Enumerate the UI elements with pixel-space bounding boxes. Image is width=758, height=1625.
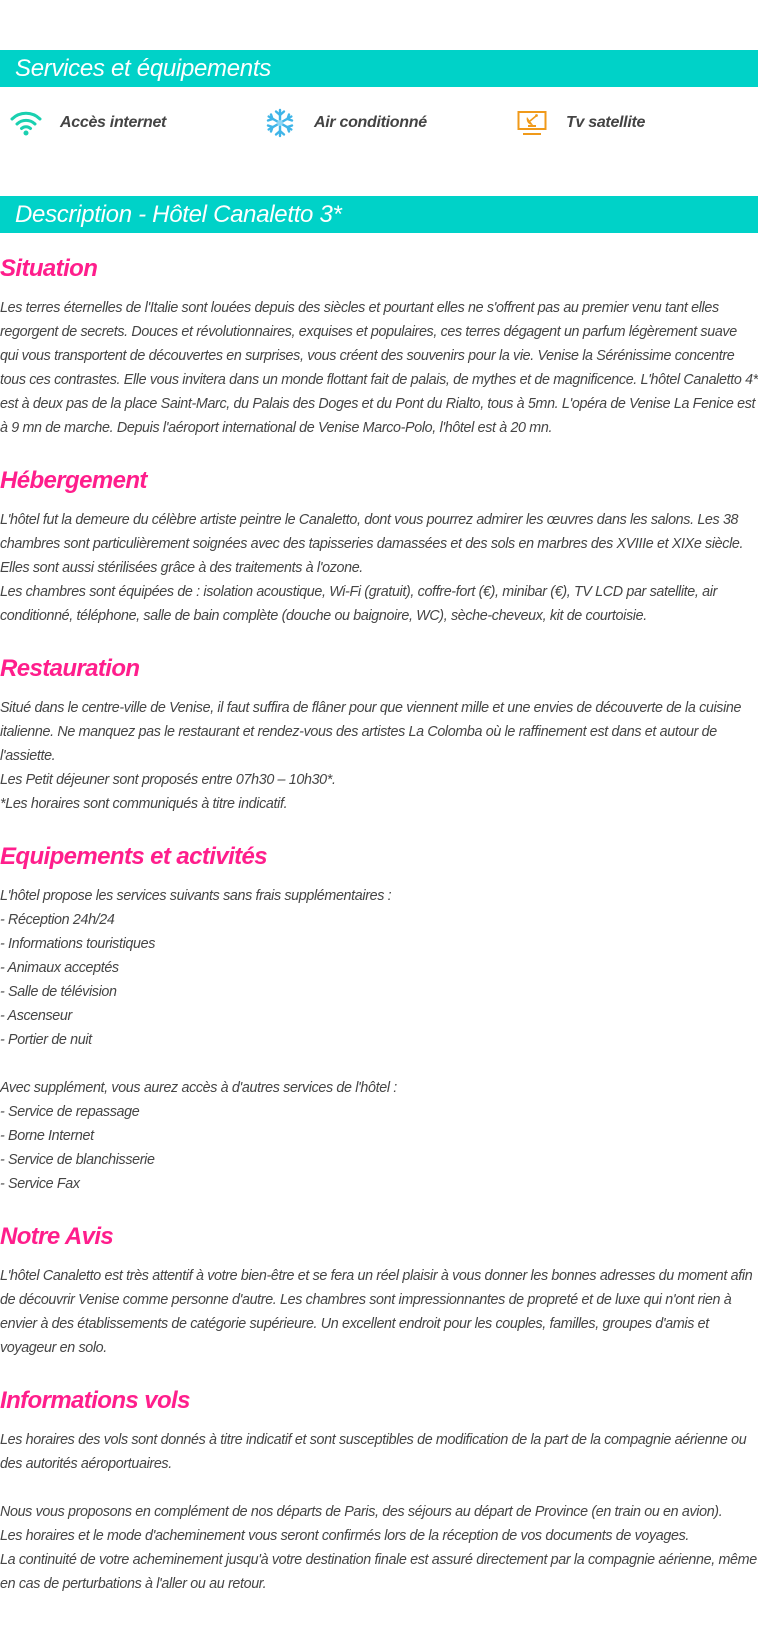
list-item: - Ascenseur	[0, 1008, 72, 1024]
section-situation	[0, 250, 758, 440]
paragraph: Nous vous proposons en complément de nos départs de Paris, des séjours au départ de Province (en train ou en avion).	[0, 1504, 723, 1520]
paragraph: Les horaires et le mode d'acheminement vous seront confirmés lors de la réception de vos documents de voyages.	[0, 1528, 689, 1544]
section-informations-vols	[0, 1382, 758, 1596]
services-title: Services et équipements	[15, 55, 271, 82]
paragraph: Les Petit déjeuner sont proposés entre 07h30 – 10h30*.	[0, 772, 336, 788]
section-title: Notre Avis	[0, 1223, 114, 1250]
list-item: - Portier de nuit	[0, 1032, 92, 1048]
list-item: - Service de blanchisserie	[0, 1152, 155, 1168]
paragraph: L'hôtel Canaletto est très attentif à votre bien-être et se fera un réel plaisir à vous donner les bonnes adresses du moment afin de découvrir Venise comme personne d'autre. Les chambres sont impressionnantes de propreté et de luxe qui n'ont rien à envier à des établissements de catégorie supérieure. Un excellent endroit pour les couples, familles, groupes d'amis et voyageur en solo.	[0, 1268, 753, 1356]
snowflake-icon	[262, 108, 298, 138]
section-body	[0, 696, 758, 816]
list-item: - Service de repassage	[0, 1104, 140, 1120]
blank-line	[0, 1052, 758, 1076]
paragraph: La continuité de votre acheminement jusqu'à votre destination finale est assuré directement par la compagnie aérienne, même en cas de perturbations à l'aller ou au retour.	[0, 1552, 757, 1592]
section-hebergement	[0, 462, 758, 628]
service-label: Tv satellite	[566, 114, 646, 131]
list-item: - Borne Internet	[0, 1128, 94, 1144]
section-title: Situation	[0, 255, 98, 282]
section-body	[0, 1428, 758, 1596]
services-list	[0, 106, 758, 140]
paragraph: L'hôtel fut la demeure du célèbre artiste peintre le Canaletto, dont vous pourrez admirer les œuvres dans les salons. Les 38 chambres sont particulièrement soignées avec des tapisseries damassées et des sols en marbres des XVIIIe et XIXe siècle. Elles sont aussi stérilisées grâce à des traitements à l'ozone.	[0, 512, 744, 576]
description-title: Description - Hôtel Canaletto 3*	[15, 201, 342, 228]
section-body	[0, 508, 758, 628]
list-item: - Réception 24h/24	[0, 912, 115, 928]
service-item-air-conditioning	[262, 106, 427, 140]
section-body	[0, 1264, 758, 1360]
paragraph: *Les horaires sont communiqués à titre indicatif.	[0, 796, 288, 812]
service-item-internet	[8, 106, 166, 140]
description-banner	[0, 196, 758, 233]
paragraph: Les horaires des vols sont donnés à titre indicatif et sont susceptibles de modification de la part de la compagnie aérienne ou des autorités aéroportuaires.	[0, 1432, 747, 1472]
section-equipements	[0, 838, 758, 1196]
section-title: Equipements et activités	[0, 843, 268, 870]
section-body	[0, 884, 758, 1196]
list-item: - Service Fax	[0, 1176, 80, 1192]
section-restauration	[0, 650, 758, 816]
blank-line	[0, 1476, 758, 1500]
list-item: - Salle de télévision	[0, 984, 117, 1000]
services-banner	[0, 50, 758, 87]
paragraph: L'hôtel propose les services suivants sans frais supplémentaires :	[0, 888, 392, 904]
section-body	[0, 296, 758, 440]
section-title: Hébergement	[0, 467, 147, 494]
service-item-satellite-tv	[514, 106, 645, 140]
paragraph: Les terres éternelles de l'Italie sont louées depuis des siècles et pourtant elles ne s'offrent pas au premier venu tant elles regorgent de secrets. Douces et révolutionnaires, exquises et populaires, ces terres dégagent un parfum légèrement suave qui vous transportent de découvertes en surprises, vous créent des souvenirs pour la vie. Venise la Sérénissime concentre tous ces contrastes. Elle vous invitera dans un monde flottant fait de palais, de mythes et de magnificence. L'hôtel Canaletto 4* est à deux pas de la place Saint-Marc, du Palais des Doges et du Pont du Rialto, tous à 5mn. L'opéra de Venise La Fenice est à 9 mn de marche. Depuis l'aéroport international de Venise Marco-Polo, l'hôtel est à 20 mn.	[0, 300, 758, 436]
wifi-icon	[8, 108, 44, 138]
section-title: Restauration	[0, 655, 140, 682]
service-label: Air conditionné	[314, 114, 427, 131]
section-notre-avis	[0, 1218, 758, 1360]
description-content	[0, 250, 758, 1618]
service-label: Accès internet	[60, 114, 167, 131]
paragraph: Avec supplément, vous aurez accès à d'autres services de l'hôtel :	[0, 1080, 397, 1096]
satellite-tv-icon	[514, 108, 550, 138]
paragraph: Les chambres sont équipées de : isolation acoustique, Wi-Fi (gratuit), coffre-fort (€), minibar (€), TV LCD par satellite, air conditionné, téléphone, salle de bain complète (douche ou baignoire, WC), sèche-cheveux, kit de courtoisie.	[0, 584, 717, 624]
paragraph: Situé dans le centre-ville de Venise, il faut suffira de flâner pour que viennent mille et une envies de découverte de la cuisine italienne. Ne manquez pas le restaurant et rendez-vous des artistes La Colomba où le raffinement est dans et autour de l'assiette.	[0, 700, 742, 764]
list-item: - Animaux acceptés	[0, 960, 119, 976]
section-title: Informations vols	[0, 1387, 190, 1414]
list-item: - Informations touristiques	[0, 936, 156, 952]
